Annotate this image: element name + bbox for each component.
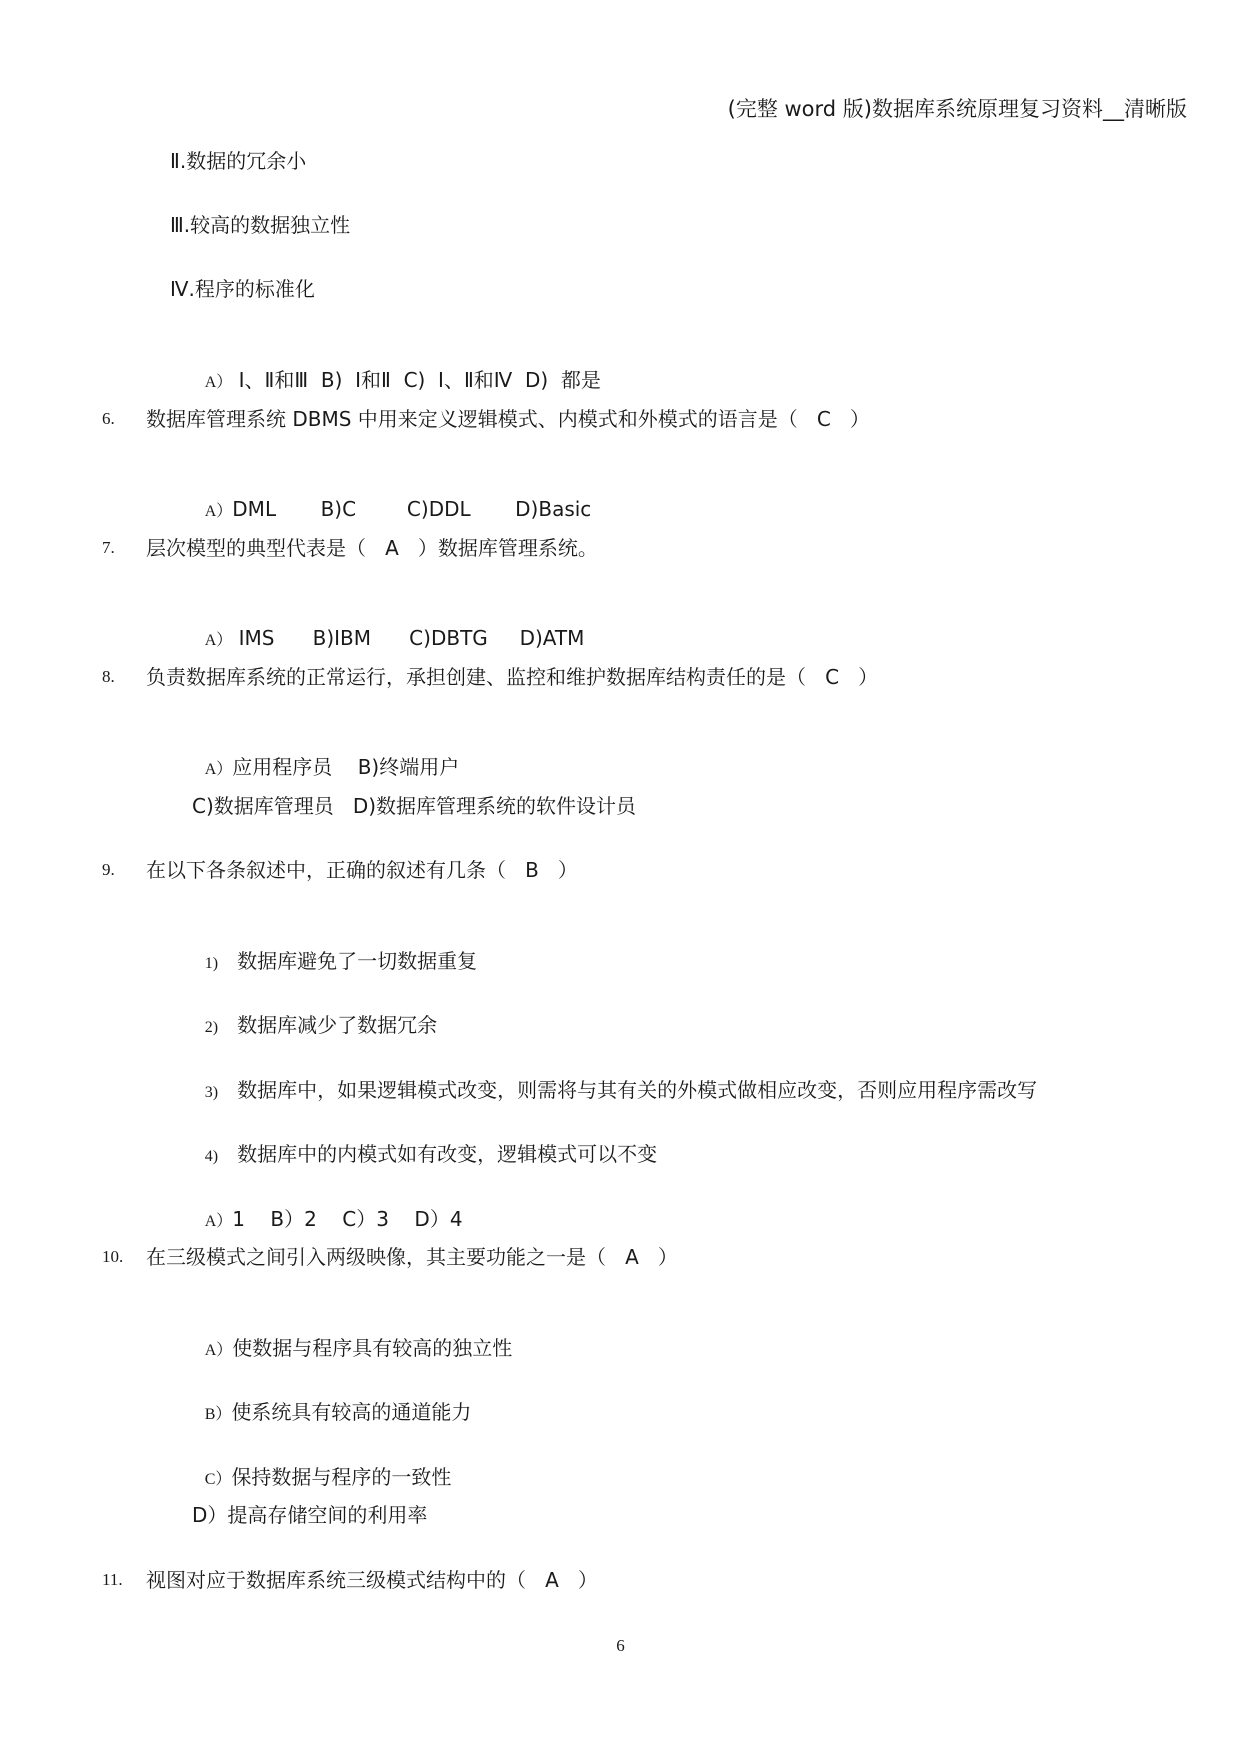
item-text: 数据库中，如果逻辑模式改变，则需将与其有关的外模式做相应改变，否则应用程序需改写 [218,1078,1038,1102]
item-text: 数据库减少了数据冗余 [218,1013,438,1037]
answer-choice [192,1373,471,1428]
choice-text: DML B)C C)DDL D)Basic [232,497,592,521]
question-text: 层次模型的典型代表是（ A ）数据库管理系统。 [146,536,598,560]
statement-item [192,986,437,1041]
statement-item [192,1051,1037,1106]
choice-marker: A） [204,1213,233,1230]
item-text: 数据库避免了一切数据重复 [218,949,478,973]
choice-marker: A） [204,374,233,391]
item-marker: 3) [204,1084,219,1101]
question-text: 在以下各条叙述中，正确的叙述有几条（ B ） [146,858,578,882]
running-header: (完整 word 版)数据库系统原理复习资料__清晰版 [727,97,1187,121]
answer-choices [192,1180,463,1235]
choice-marker: A） [204,1342,233,1359]
choice-marker: B） [204,1406,232,1423]
question-text: 视图对应于数据库系统三级模式结构中的（ A ） [146,1568,598,1592]
option-line: Ⅳ.程序的标准化 [170,277,315,301]
question-text: 负责数据库系统的正常运行，承担创建、监控和维护数据库结构责任的是（ C ） [146,665,879,689]
question-number: 7. [102,538,115,557]
answer-choice [192,1438,451,1493]
answer-choices [192,341,601,396]
question-number: 11. [102,1570,123,1589]
statement-item [192,922,477,977]
answer-choices [192,599,584,654]
item-text: 数据库中的内模式如有改变，逻辑模式可以不变 [218,1142,658,1166]
choice-marker: A） [204,761,233,778]
answer-choices [192,728,459,783]
choice-text: 应用程序员 B)终端用户 [232,755,460,779]
choice-text: IMS B)IBM C)DBTG D)ATM [232,626,585,650]
option-line: Ⅱ.数据的冗余小 [170,149,307,173]
answer-choice: D）提高存储空间的利用率 [192,1503,428,1527]
choice-marker: A） [204,632,233,649]
question-number: 6. [102,409,115,428]
answer-choices: C)数据库管理员 D)数据库管理系统的软件设计员 [192,794,637,818]
item-marker: 2) [204,1019,219,1036]
statement-item [192,1115,657,1170]
answer-choice [192,1309,512,1364]
option-line: Ⅲ.较高的数据独立性 [170,213,351,237]
item-marker: 4) [204,1148,219,1165]
choice-text: 使数据与程序具有较高的独立性 [232,1336,513,1360]
item-marker: 1) [204,955,219,972]
question-number: 8. [102,667,115,686]
choice-marker: A） [204,503,233,520]
page-number: 6 [616,1636,625,1655]
question-number: 10. [102,1247,124,1266]
question-text: 数据库管理系统 DBMS 中用来定义逻辑模式、内模式和外模式的语言是（ C ） [146,407,870,431]
question-text: 在三级模式之间引入两级映像，其主要功能之一是（ A ） [146,1245,678,1269]
choice-marker: C） [204,1471,232,1488]
choice-text: 保持数据与程序的一致性 [231,1465,452,1489]
question-number: 9. [102,860,115,879]
choice-text: Ⅰ、Ⅱ和Ⅲ B) Ⅰ和Ⅱ C) Ⅰ、Ⅱ和Ⅳ D) 都是 [232,368,601,392]
choice-text: 使系统具有较高的通道能力 [231,1400,472,1424]
choice-text: 1 B）2 C）3 D）4 [232,1207,463,1231]
answer-choices [192,470,591,525]
